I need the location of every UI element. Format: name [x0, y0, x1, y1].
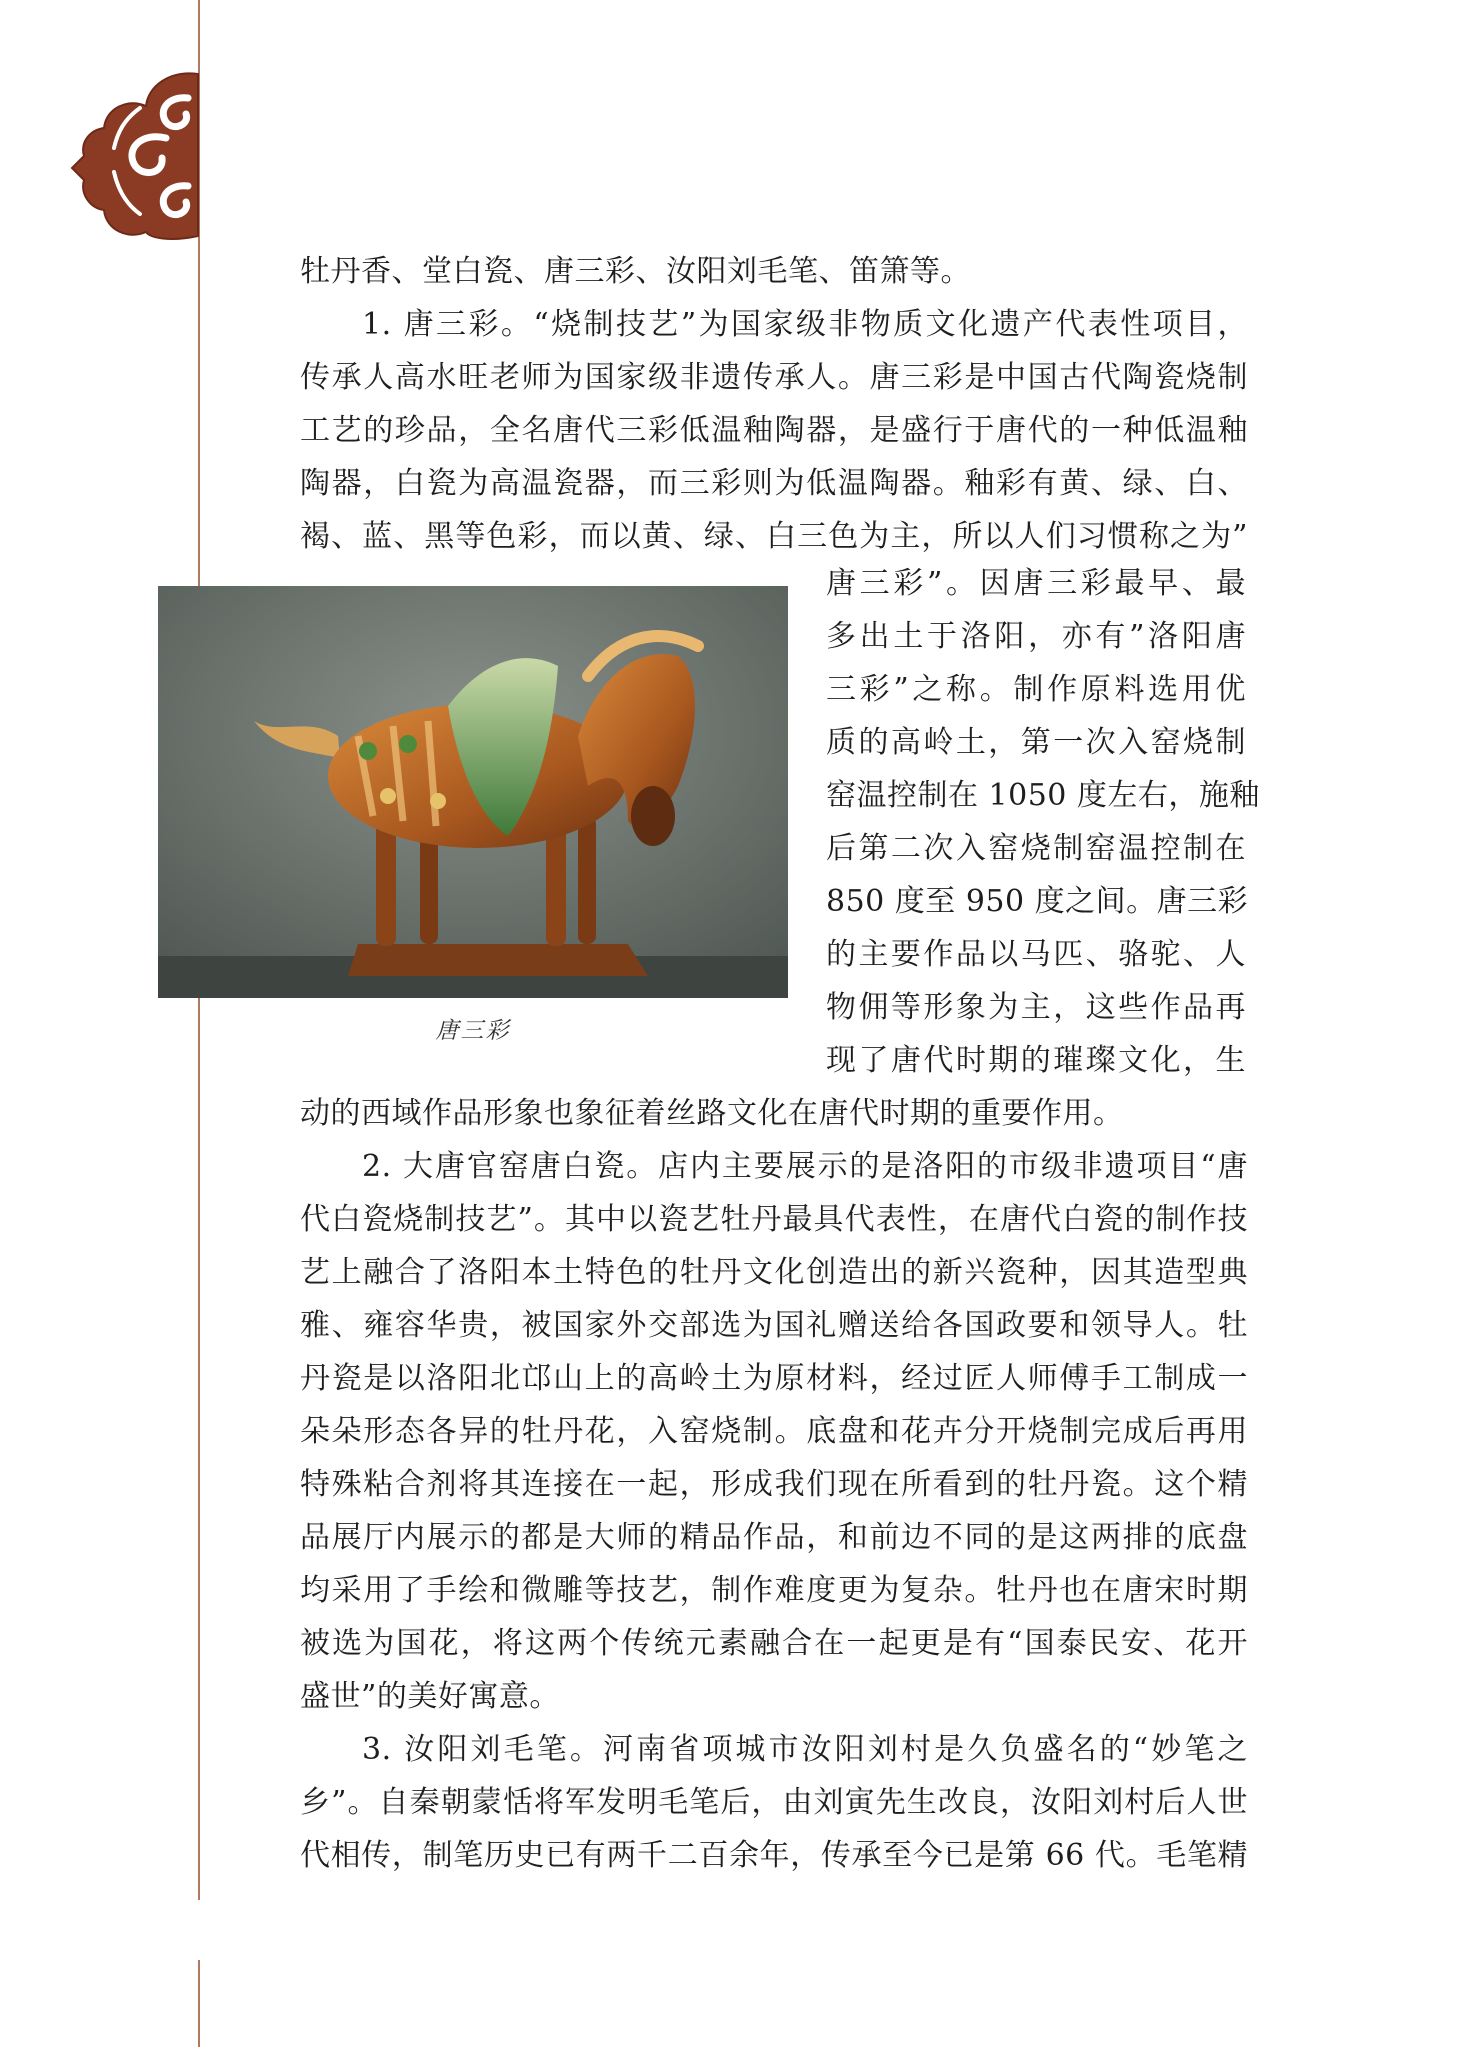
- text-line: 代相传，制笔历史已有两千二百余年，传承至今已是第 66 代。毛笔精: [300, 1838, 1248, 1873]
- text-line: 褐、蓝、黑等色彩，而以黄、绿、白三色为主，所以人们习惯称之为”: [300, 519, 1248, 554]
- text-line: 品展厅内展示的都是大师的精品作品，和前边不同的是这两排的底盘: [300, 1520, 1248, 1555]
- text-line: 均采用了手绘和微雕等技艺，制作难度更为复杂。牡丹也在唐宋时期: [300, 1573, 1248, 1608]
- text-line: 的主要作品以马匹、骆驼、人: [826, 937, 1246, 972]
- text-line: 朵朵形态各异的牡丹花，入窑烧制。底盘和花卉分开烧制完成后再用: [300, 1414, 1248, 1449]
- text-line: 质的高岭土，第一次入窑烧制: [826, 725, 1246, 760]
- auspicious-cloud-icon: [70, 68, 210, 240]
- text-line: 特殊粘合剂将其连接在一起，形成我们现在所看到的牡丹瓷。这个精: [300, 1467, 1248, 1502]
- text-line: 被选为国花，将这两个传统元素融合在一起更是有“国泰民安、花开: [300, 1626, 1248, 1661]
- section-3-paragraph: [300, 1723, 1248, 1882]
- intro-paragraph: [300, 245, 1248, 298]
- text-line: 三彩”之称。制作原料选用优: [826, 672, 1246, 707]
- text-line: 牡丹香、堂白瓷、唐三彩、汝阳刘毛笔、笛箫等。: [300, 254, 971, 289]
- section-1-side-column: [826, 557, 1260, 1087]
- text-line: 雅、雍容华贵，被国家外交部选为国礼赠送给各国政要和领导人。牡: [300, 1308, 1248, 1343]
- text-line: 陶器，白瓷为高温瓷器，而三彩则为低温陶器。釉彩有黄、绿、白、: [300, 466, 1248, 501]
- text-line: 2. 大唐官窑唐白瓷。店内主要展示的是洛阳的市级非遗项目“唐: [362, 1149, 1248, 1184]
- text-line: 唐三彩”。因唐三彩最早、最: [826, 566, 1246, 601]
- text-line: 3. 汝阳刘毛笔。河南省项城市汝阳刘村是久负盛名的“妙笔之: [362, 1732, 1248, 1767]
- text-line: 工艺的珍品，全名唐代三彩低温釉陶器，是盛行于唐代的一种低温釉: [300, 413, 1248, 448]
- section-2-paragraph: [300, 1140, 1248, 1723]
- text-line: 后第二次入窑烧制窑温控制在: [826, 831, 1246, 866]
- text-line: 现了唐代时期的璀璨文化，生: [826, 1043, 1246, 1078]
- text-line: 乡”。自秦朝蒙恬将军发明毛笔后，由刘寅先生改良，汝阳刘村后人世: [300, 1785, 1248, 1820]
- text-line: 1. 唐三彩。“烧制技艺”为国家级非物质文化遗产代表性项目，: [362, 307, 1248, 342]
- section-1-paragraph: [300, 298, 1248, 563]
- text-line: 850 度至 950 度之间。唐三彩: [826, 884, 1249, 919]
- tang-sancai-horse-photo: [158, 586, 788, 998]
- text-line: 艺上融合了洛阳本土特色的牡丹文化创造出的新兴瓷种，因其造型典: [300, 1255, 1248, 1290]
- text-line: 窑温控制在 1050 度左右，施釉: [826, 778, 1260, 813]
- section-1-end: [300, 1087, 1248, 1140]
- text-line: 丹瓷是以洛阳北邙山上的高岭土为原材料，经过匠人师傅手工制成一: [300, 1361, 1248, 1396]
- text-line: 盛世”的美好寓意。: [300, 1679, 560, 1714]
- figure-caption: 唐三彩: [435, 1018, 511, 1044]
- margin-rule-bottom: [198, 1960, 200, 2047]
- text-line: 代白瓷烧制技艺”。其中以瓷艺牡丹最具代表性，在唐代白瓷的制作技: [300, 1202, 1248, 1237]
- text-line: 物佣等形象为主，这些作品再: [826, 990, 1246, 1025]
- text-line: 传承人高水旺老师为国家级非遗传承人。唐三彩是中国古代陶瓷烧制: [300, 360, 1248, 395]
- text-line: 动的西域作品形象也象征着丝路文化在唐代时期的重要作用。: [300, 1096, 1124, 1131]
- text-line: 多出土于洛阳，亦有”洛阳唐: [826, 619, 1246, 654]
